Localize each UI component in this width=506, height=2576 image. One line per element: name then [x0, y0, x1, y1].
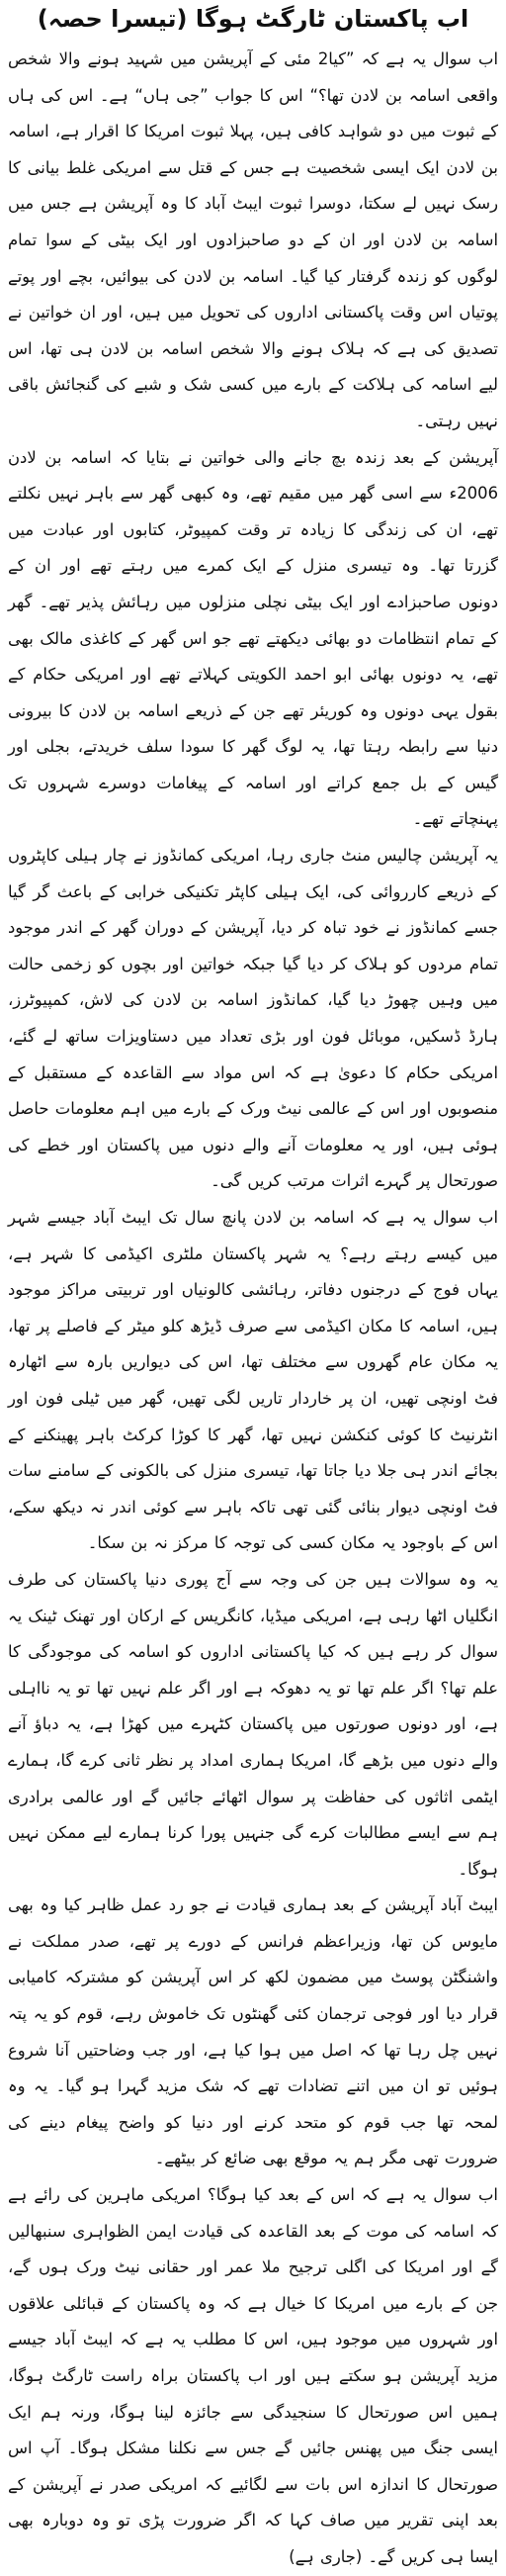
article-headline: اب پاکستان ٹارگٹ ہوگا (تیسرا حصہ) [37, 5, 469, 33]
article-paragraph: اب سوال یہ ہے کہ اس کے بعد کیا ہوگا؟ امریکی ماہرین کی رائے ہے کہ اسامہ کی موت کے بعد القاعدہ کی قیادت ایمن الظواہری سنبھالیں گے اور امریکا کی اگلی ترجیح ملا عمر اور حقانی نیٹ ورک ہوں گے، جن کے بارے میں امریکا کا خیال ہے کہ وہ پاکستان کے قبائلی علاقوں اور شہروں میں موجود ہیں، اس کا مطلب یہ ہے کہ ایبٹ آباد جیسے مزید آپریشن ہو سکتے ہیں اور اب پاکستان براہ راست ٹارگٹ ہوگا، ہمیں اس صورتحال کا سنجیدگی سے جائزہ لینا ہوگا، ورنہ ہم ایک ایسی جنگ میں پھنس جائیں گے جس سے نکلنا مشکل ہوگا۔ آپ اس صورتحال کا اندازہ اس بات سے لگائیے کہ امریکی صدر نے آپریشن کے بعد اپنی تقریر میں صاف کہا کہ اگر ضرورت پڑی تو وہ دوبارہ بھی ایسا ہی کریں گے۔ (جاری ہے) [8, 2185, 498, 2566]
article-paragraph: آپریشن کے بعد زندہ بچ جانے والی خواتین نے بتایا کہ اسامہ بن لادن 2006ء سے اسی گھر میں مقیم تھے، وہ کبھی گھر سے باہر نہیں نکلتے تھے، ان کی زندگی کا زیادہ تر وقت کمپیوٹر، کتابوں اور عبادت میں گزرتا تھا۔ وہ تیسری منزل کے ایک کمرے میں رہتے تھے اور ان کے دونوں صاحبزادے اور ایک بیٹی نچلی منزلوں میں رہائش پذیر تھے۔ گھر کے تمام انتظامات دو بھائی دیکھتے تھے جو اس گھر کے کاغذی مالک بھی تھے، یہ دونوں بھائی ابو احمد الکویتی کہلاتے تھے اور امریکی حکام کے بقول یہی دونوں وہ کوریئر تھے جن کے ذریعے اسامہ بن لادن کا بیرونی دنیا سے رابطہ رہتا تھا، یہ لوگ گھر کا سودا سلف خریدتے، بجلی اور گیس کے بل جمع کراتے اور اسامہ کے پیغامات دوسرے شہروں تک پہنچاتے تھے۔ [8, 447, 498, 829]
article-paragraph: یہ آپریشن چالیس منٹ جاری رہا، امریکی کمانڈوز نے چار ہیلی کاپٹروں کے ذریعے کارروائی کی، ایک ہیلی کاپٹر تکنیکی خرابی کے باعث گر گیا جسے کمانڈوز نے خود تباہ کر دیا، آپریشن کے دوران گھر کے اندر موجود تمام مردوں کو ہلاک کر دیا گیا جبکہ خواتین اور بچوں کو زخمی حالت میں وہیں چھوڑ دیا گیا، کمانڈوز اسامہ بن لادن کی لاش، کمپیوٹرز، ہارڈ ڈسکیں، موبائل فون اور بڑی تعداد میں دستاویزات ساتھ لے گئے، امریکی حکام کا دعویٰ ہے کہ اس مواد سے القاعدہ کے مستقبل کے منصوبوں اور اس کے عالمی نیٹ ورک کے بارے میں اہم معلومات حاصل ہوئی ہیں، اور یہ معلومات آنے والے دنوں میں پاکستان اور خطے کی صورتحال پر گہرے اثرات مرتب کریں گی۔ [8, 846, 498, 1191]
article-paragraph: ایبٹ آباد آپریشن کے بعد ہماری قیادت نے جو رد عمل ظاہر کیا وہ بھی مایوس کن تھا، وزیراعظم فرانس کے دورے پر تھے، صدر مملکت نے واشنگٹن پوسٹ میں مضمون لکھ کر اس آپریشن کو مشترکہ کامیابی قرار دیا اور فوجی ترجمان کئی گھنٹوں تک خاموش رہے، قوم کو یہ پتہ نہیں چل رہا تھا کہ اصل میں ہوا کیا ہے، اور جب وضاحتیں آنا شروع ہوئیں تو ان میں اتنے تضادات تھے کہ شک مزید گہرا ہو گیا۔ یہ وہ لمحہ تھا جب قوم کو متحد کرنے اور دنیا کو واضح پیغام دینے کی ضرورت تھی مگر ہم یہ موقع بھی ضائع کر بیٹھے۔ [8, 1895, 498, 2168]
article-paragraph: اب سوال یہ ہے کہ ”کیا2 مئی کے آپریشن میں شہید ہونے والا شخص واقعی اسامہ بن لادن تھا؟“ اس کا جواب ”جی ہاں“ ہے۔ اس کی ہاں کے ثبوت میں دو شواہد کافی ہیں، پہلا ثبوت امریکا کا اقرار ہے، اسامہ بن لادن ایک ایسی شخصیت ہے جس کے قتل سے امریکی غلط بیانی کا رسک نہیں لے سکتا، دوسرا ثبوت ایبٹ آباد کا وہ آپریشن ہے جس میں اسامہ بن لادن اور ان کے دو صاحبزادوں اور ایک بیٹی کے سوا تمام لوگوں کو زندہ گرفتار کیا گیا۔ اسامہ بن لادن کی بیوائیں، بچے اور پوتے پوتیاں اس وقت پاکستانی اداروں کی تحویل میں ہیں، اور ان خواتین نے تصدیق کی ہے کہ ہلاک ہونے والا شخص اسامہ بن لادن ہی تھا، اس لیے اسامہ کی ہلاکت کے بارے میں کسی شک و شبے کی گنجائش باقی نہیں رہتی۔ [8, 49, 498, 430]
article-paragraph: یہ وہ سوالات ہیں جن کی وجہ سے آج پوری دنیا پاکستان کی طرف انگلیاں اٹھا رہی ہے، امریکی میڈیا، کانگریس کے ارکان اور تھنک ٹینک یہ سوال کر رہے ہیں کہ کیا پاکستانی اداروں کو اسامہ کی موجودگی کا علم تھا؟ اگر علم تھا تو یہ دھوکہ ہے اور اگر علم نہیں تھا تو یہ نااہلی ہے، اور دونوں صورتوں میں پاکستان کٹہرے میں کھڑا ہے، یہ دباؤ آنے والے دنوں میں بڑھے گا، امریکا ہماری امداد پر نظر ثانی کرے گا، ہمارے ایٹمی اثاثوں کی حفاظت پر سوال اٹھائے جائیں گے اور عالمی برادری ہم سے ایسے مطالبات کرے گی جنہیں پورا کرنا ہمارے لیے ممکن نہیں ہوگا۔ [8, 1569, 498, 1879]
article-body [8, 42, 498, 2576]
article-paragraph: اب سوال یہ ہے کہ اسامہ بن لادن پانچ سال تک ایبٹ آباد جیسے شہر میں کیسے رہتے رہے؟ یہ شہر پاکستان ملٹری اکیڈمی کا شہر ہے، یہاں فوج کے درجنوں دفاتر، رہائشی کالونیاں اور تربیتی مراکز موجود ہیں، اسامہ کا مکان اکیڈمی سے صرف ڈیڑھ کلو میٹر کے فاصلے پر تھا، یہ مکان عام گھروں سے مختلف تھا، اس کی دیواریں بارہ سے اٹھارہ فٹ اونچی تھیں، ان پر خاردار تاریں لگی تھیں، گھر میں ٹیلی فون اور انٹرنیٹ کا کوئی کنکشن نہیں تھا، گھر کا کوڑا کرکٹ باہر پھینکنے کے بجائے اندر ہی جلا دیا جاتا تھا، تیسری منزل کی بالکونی کے سامنے سات فٹ اونچی دیوار بنائی گئی تھی تاکہ باہر سے کوئی اندر نہ دیکھ سکے، اس کے باوجود یہ مکان کسی کی توجہ کا مرکز نہ بن سکا۔ [8, 1208, 498, 1553]
